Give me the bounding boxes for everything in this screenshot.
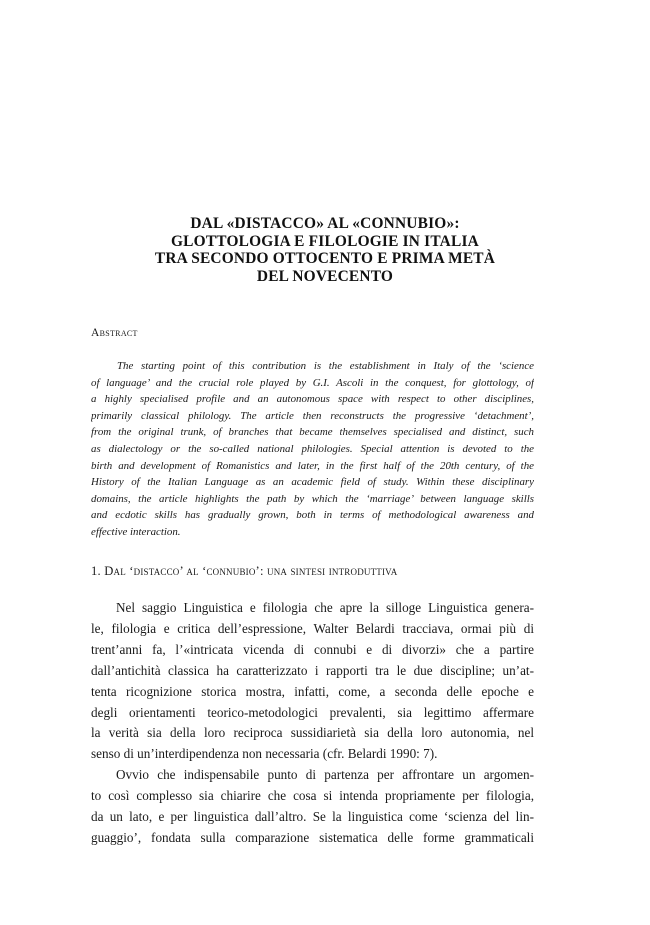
abstract-line: a highly specialised profile and an autonomous space with respect to other disciplines, bbox=[91, 393, 534, 406]
abstract-line: The starting point of this contribution is the establishment in Italy of the ‘science bbox=[117, 360, 534, 372]
body-line: Nel saggio Linguistica e filologia che apre la silloge Linguistica genera- bbox=[116, 600, 534, 615]
abstract-line: of language’ and the crucial role played by G.I. Ascoli in the conquest, for glottology, of bbox=[91, 376, 534, 389]
body-line: degli orientamenti teorico-metodologici prevalenti, sia legittimo affermare bbox=[91, 704, 534, 720]
title-line: DEL NOVECENTO bbox=[256, 267, 394, 285]
abstract-line: domains, the article highlights the path by which the ‘marriage’ between language skills bbox=[91, 492, 534, 505]
body-line: tenta ricognizione storica mostra, infatti, come, a seconda delle epoche e bbox=[91, 683, 534, 699]
abstract-text bbox=[91, 358, 534, 541]
body-line: la verità sia della loro reciproca sussidiarietà sia della loro autonomia, nel bbox=[91, 725, 534, 741]
title-line: TRA SECONDO OTTOCENTO E PRIMA METÀ bbox=[154, 250, 496, 267]
body-text bbox=[91, 598, 534, 849]
body-line: trent’anni fa, l’«intricata vicenda di connubi e di divorzi» che a partire bbox=[91, 641, 534, 657]
abstract-line: effective interaction. bbox=[91, 525, 181, 538]
body-line: le, filologia e critica dell’espressione, Walter Belardi tracciava, ormai più di bbox=[91, 620, 534, 636]
abstract-heading: Abstract bbox=[91, 327, 138, 339]
abstract-line: History of the Italian Language as an academic field of study. Within these disciplinary bbox=[91, 476, 534, 489]
body-line: to così complesso sia chiarire che cosa si intenda propriamente per filologia, bbox=[91, 788, 534, 804]
title-line: GLOTTOLOGIA E FILOLOGIE IN ITALIA bbox=[171, 232, 479, 250]
title-line: DAL «DISTACCO» AL «CONNUBIO»: bbox=[190, 215, 460, 232]
abstract-line: primarily classical philology. The article then reconstructs the progressive ‘detachment’, bbox=[91, 409, 534, 422]
abstract-line: and ecdotic skills has gradually grown, both in terms of methodological awareness and bbox=[91, 509, 534, 522]
body-line: da un lato, e per linguistica dall’altro. Se la linguistica come ‘scienza del lin- bbox=[91, 809, 534, 825]
abstract-line: as dialectology or the so-called national philologies. Special attention is devoted to the bbox=[91, 442, 534, 455]
abstract-line: from the original trunk, of branches that became themselves specialised and distinct, such bbox=[91, 426, 534, 439]
body-line: dall’antichità classica ha caratterizzato i rapporti tra le due discipline; un’at- bbox=[91, 662, 534, 678]
abstract-line: birth and development of Romanistics and later, in the first half of the 20th century, of the bbox=[91, 459, 534, 472]
body-line: guaggio’, fondata sulla comparazione sistematica delle forme grammaticali bbox=[91, 829, 534, 845]
article-title bbox=[90, 215, 560, 285]
section-heading: 1. Dal ‘distacco’ al ‘connubio’: una sintesi introduttiva bbox=[91, 564, 398, 578]
body-line: senso di un’interdipendenza non necessaria (cfr. Belardi 1990: 7). bbox=[91, 746, 438, 762]
body-line: Ovvio che indispensabile punto di partenza per affrontare un argomen- bbox=[116, 767, 534, 783]
